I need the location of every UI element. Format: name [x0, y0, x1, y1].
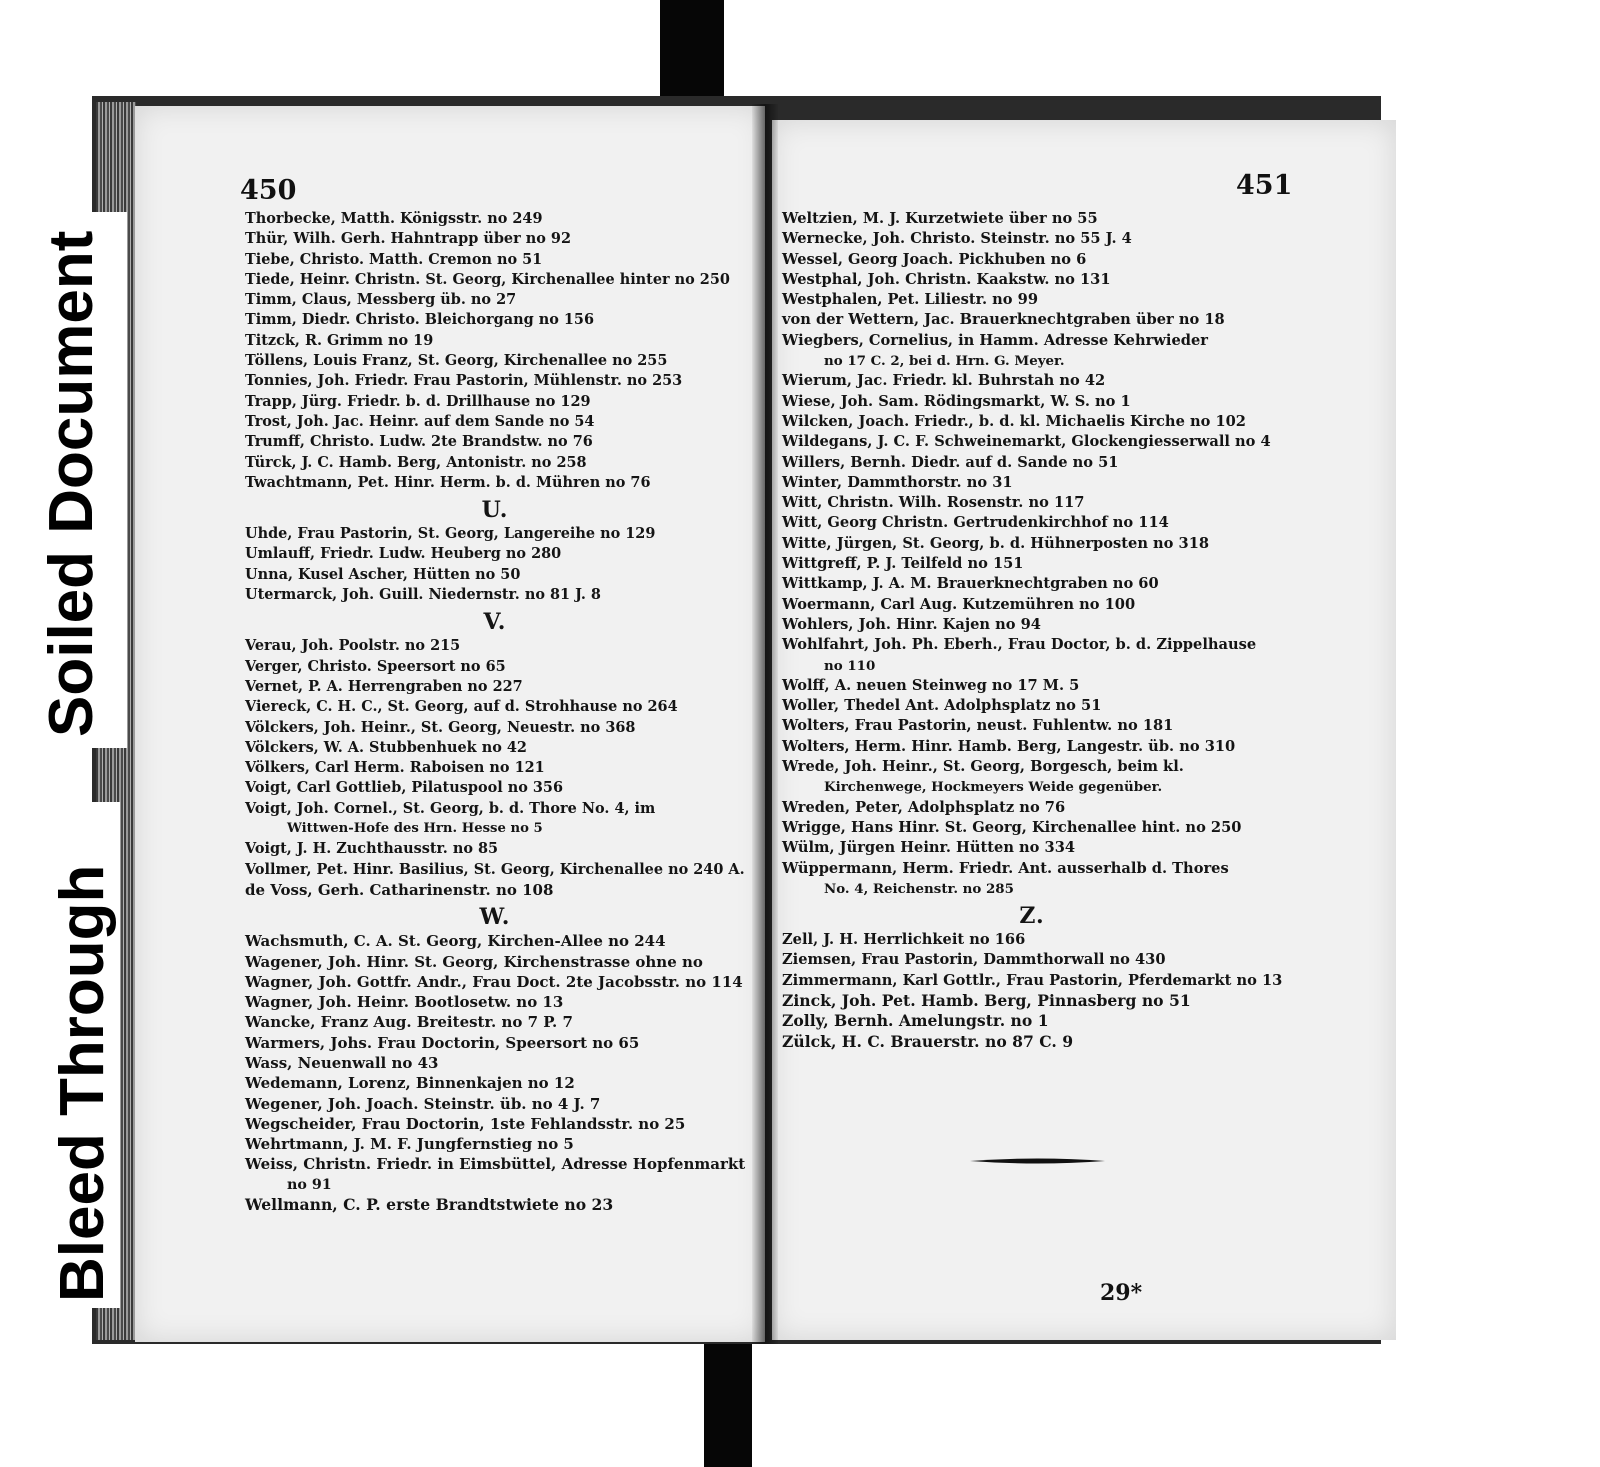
- directory-entry: Winter, Dammthorstr. no 31: [782, 473, 1013, 491]
- section-letter: U.: [481, 497, 509, 524]
- directory-entry: Tonnies, Joh. Friedr. Frau Pastorin, Mühlenstr. no 253: [245, 372, 683, 390]
- directory-entry: Wildegans, J. C. F. Schweinemarkt, Glockengiesserwall no 4: [782, 433, 1271, 451]
- directory-entry: Wülm, Jürgen Heinr. Hütten no 334: [782, 839, 1076, 857]
- directory-entry: von der Wettern, Jac. Brauerknechtgraben über no 18: [782, 311, 1225, 329]
- directory-entry: Utermarck, Joh. Guill. Niedernstr. no 81 J. 8: [245, 586, 601, 604]
- section-letter: W.: [479, 904, 511, 931]
- directory-entry: Wrigge, Hans Hinr. St. Georg, Kirchenallee hint. no 250: [782, 818, 1242, 836]
- left-page-number: 450: [240, 175, 297, 206]
- directory-entry: Tiebe, Christo. Matth. Cremon no 51: [245, 250, 543, 268]
- directory-entry: Voigt, J. H. Zuchthausstr. no 85: [245, 840, 499, 858]
- directory-entry: Zell, J. H. Herrlichkeit no 166: [782, 931, 1026, 949]
- directory-entry: Töllens, Louis Franz, St. Georg, Kirchenallee no 255: [245, 352, 668, 370]
- directory-entry: Wegscheider, Frau Doctorin, 1ste Fehlandsstr. no 25: [245, 1114, 686, 1133]
- directory-entry: Witt, Christn. Wilh. Rosenstr. no 117: [782, 494, 1085, 512]
- directory-entry: Wedemann, Lorenz, Binnenkajen no 12: [245, 1074, 575, 1093]
- directory-entry: Wohlers, Joh. Hinr. Kajen no 94: [782, 615, 1041, 633]
- directory-entry: Unna, Kusel Ascher, Hütten no 50: [245, 565, 521, 583]
- directory-entry: Wolters, Herm. Hinr. Hamb. Berg, Langestr. üb. no 310: [782, 737, 1236, 755]
- entry-continuation: no 110: [824, 657, 876, 674]
- directory-entry: Trumff, Christo. Ludw. 2te Brandstw. no 76: [245, 433, 593, 451]
- directory-entry: Umlauff, Friedr. Ludw. Heuberg no 280: [245, 545, 562, 563]
- end-ornament-rule: [970, 1158, 1105, 1164]
- directory-entry: Wolff, A. neuen Steinweg no 17 M. 5: [782, 676, 1080, 694]
- book-gutter: [752, 104, 778, 1344]
- directory-entry: de Voss, Gerh. Catharinenstr. no 108: [245, 880, 554, 899]
- directory-entry: Wessel, Georg Joach. Pickhuben no 6: [782, 250, 1087, 268]
- entry-continuation: Wittwen-Hofe des Hrn. Hesse no 5: [287, 821, 543, 837]
- directory-entry: Verau, Joh. Poolstr. no 215: [245, 637, 461, 655]
- directory-entry: Wreden, Peter, Adolphsplatz no 76: [782, 798, 1066, 816]
- directory-entry: Wiegbers, Cornelius, in Hamm. Adresse Kehrwieder: [782, 331, 1208, 349]
- directory-entry: Titzck, R. Grimm no 19: [245, 331, 434, 349]
- directory-entry: Wachsmuth, C. A. St. Georg, Kirchen-Allee no 244: [245, 932, 666, 951]
- directory-entry: Willers, Bernh. Diedr. auf d. Sande no 51: [782, 453, 1119, 471]
- directory-entry: Wiese, Joh. Sam. Rödingsmarkt, W. S. no 1: [782, 392, 1131, 410]
- directory-entry: Völckers, Joh. Heinr., St. Georg, Neuestr. no 368: [245, 718, 636, 736]
- directory-entry: Wüppermann, Herm. Friedr. Ant. ausserhalb d. Thores: [782, 859, 1229, 877]
- directory-entry: Twachtmann, Pet. Hinr. Herm. b. d. Mühren no 76: [245, 473, 651, 491]
- right-directory-list: [782, 209, 1282, 1052]
- directory-entry: Trapp, Jürg. Friedr. b. d. Drillhause no 129: [245, 392, 591, 410]
- directory-entry: Viereck, C. H. C., St. Georg, auf d. Strohhause no 264: [245, 698, 678, 716]
- entry-continuation: No. 4, Reichenstr. no 285: [824, 880, 1014, 897]
- directory-entry: Wellmann, C. P. erste Brandtstwiete no 23: [245, 1195, 614, 1215]
- directory-entry: Wegener, Joh. Joach. Steinstr. üb. no 4 J. 7: [245, 1094, 601, 1113]
- directory-entry: Uhde, Frau Pastorin, St. Georg, Langereihe no 129: [245, 525, 656, 543]
- entry-continuation: no 91: [287, 1176, 332, 1193]
- directory-entry: Timm, Diedr. Christo. Bleichorgang no 156: [245, 311, 594, 329]
- directory-entry: Wohlfahrt, Joh. Ph. Eberh., Frau Doctor, b. d. Zippelhause: [782, 636, 1257, 654]
- scanner-strip-top: [660, 0, 724, 110]
- directory-entry: Trost, Joh. Jac. Heinr. auf dem Sande no 54: [245, 412, 595, 430]
- soiled-document-label-text: Soiled Document: [37, 230, 106, 737]
- directory-entry: Wierum, Jac. Friedr. kl. Buhrstah no 42: [782, 372, 1106, 390]
- left-directory-list: [245, 209, 745, 1215]
- directory-entry: Vollmer, Pet. Hinr. Basilius, St. Georg, Kirchenallee no 240 A.: [245, 860, 745, 878]
- directory-entry: Ziemsen, Frau Pastorin, Dammthorwall no 430: [782, 951, 1166, 969]
- directory-entry: Warmers, Johs. Frau Doctorin, Speersort no 65: [245, 1033, 640, 1052]
- directory-entry: Timm, Claus, Messberg üb. no 27: [245, 291, 517, 309]
- directory-entry: Wilcken, Joach. Friedr., b. d. kl. Michaelis Kirche no 102: [782, 412, 1246, 430]
- entry-continuation: no 17 C. 2, bei d. Hrn. G. Meyer.: [824, 353, 1065, 370]
- directory-entry: Zinck, Joh. Pet. Hamb. Berg, Pinnasberg no 51: [782, 990, 1191, 1010]
- directory-entry: Völckers, W. A. Stubbenhuek no 42: [245, 738, 527, 756]
- directory-entry: Wagner, Joh. Heinr. Bootlosetw. no 13: [245, 993, 564, 1012]
- directory-entry: Westphal, Joh. Christn. Kaakstw. no 131: [782, 270, 1111, 288]
- right-page-number: 451: [1236, 170, 1293, 201]
- directory-entry: Zimmermann, Karl Gottlr., Frau Pastorin, Pferdemarkt no 13: [782, 971, 1283, 989]
- directory-entry: Westphalen, Pet. Liliestr. no 99: [782, 291, 1039, 309]
- directory-entry: Wolters, Frau Pastorin, neust. Fuhlentw. no 181: [782, 717, 1174, 735]
- directory-entry: Wehrtmann, J. M. F. Jungfernstieg no 5: [245, 1135, 574, 1154]
- directory-entry: Witt, Georg Christn. Gertrudenkirchhof no 114: [782, 514, 1169, 532]
- directory-entry: Zolly, Bernh. Amelungstr. no 1: [782, 1011, 1049, 1031]
- directory-entry: Vernet, P. A. Herrengraben no 227: [245, 677, 523, 695]
- directory-entry: Wass, Neuenwall no 43: [245, 1053, 439, 1072]
- directory-entry: Türck, J. C. Hamb. Berg, Antonistr. no 258: [245, 453, 587, 471]
- directory-entry: Thorbecke, Matth. Königsstr. no 249: [245, 210, 543, 227]
- directory-entry: Wrede, Joh. Heinr., St. Georg, Borgesch, beim kl.: [782, 758, 1184, 776]
- directory-entry: Weltzien, M. J. Kurzetwiete über no 55: [782, 210, 1098, 227]
- directory-entry: Wagener, Joh. Hinr. St. Georg, Kirchenstrasse ohne no: [245, 952, 703, 971]
- directory-entry: Witte, Jürgen, St. Georg, b. d. Hühnerposten no 318: [782, 534, 1210, 552]
- bleed-through-label-text: Bleed Through: [48, 864, 117, 1302]
- directory-entry: Voigt, Carl Gottlieb, Pilatuspool no 356: [245, 779, 563, 797]
- scanner-strip-bottom: [704, 1330, 752, 1467]
- directory-entry: Woller, Thedel Ant. Adolphsplatz no 51: [782, 697, 1102, 715]
- directory-entry: Völkers, Carl Herm. Raboisen no 121: [245, 759, 545, 777]
- section-letter: V.: [483, 609, 507, 636]
- directory-entry: Wittkamp, J. A. M. Brauerknechtgraben no 60: [782, 575, 1159, 593]
- directory-entry: Voigt, Joh. Cornel., St. Georg, b. d. Thore No. 4, im: [245, 799, 656, 817]
- directory-entry: Tiede, Heinr. Christn. St. Georg, Kirchenallee hinter no 250: [245, 270, 730, 288]
- signature-mark: 29*: [1100, 1280, 1143, 1306]
- directory-entry: Woermann, Carl Aug. Kutzemühren no 100: [782, 595, 1136, 613]
- section-letter: Z.: [1019, 903, 1045, 930]
- directory-entry: Thür, Wilh. Gerh. Hahntrapp über no 92: [245, 230, 571, 248]
- entry-continuation: Kirchenwege, Hockmeyers Weide gegenüber.: [824, 779, 1163, 796]
- directory-entry: Zülck, H. C. Brauerstr. no 87 C. 9: [782, 1031, 1074, 1051]
- directory-entry: Wancke, Franz Aug. Breitestr. no 7 P. 7: [245, 1013, 573, 1032]
- directory-entry: Wernecke, Joh. Christo. Steinstr. no 55 J. 4: [782, 230, 1132, 248]
- directory-entry: Wittgreff, P. J. Teilfeld no 151: [782, 555, 1024, 573]
- directory-entry: Verger, Christo. Speersort no 65: [245, 657, 506, 675]
- directory-entry: Weiss, Christn. Friedr. in Eimsbüttel, Adresse Hopfenmarkt: [245, 1155, 746, 1174]
- directory-entry: Wagner, Joh. Gottfr. Andr., Frau Doct. 2te Jacobsstr. no 114: [245, 972, 743, 991]
